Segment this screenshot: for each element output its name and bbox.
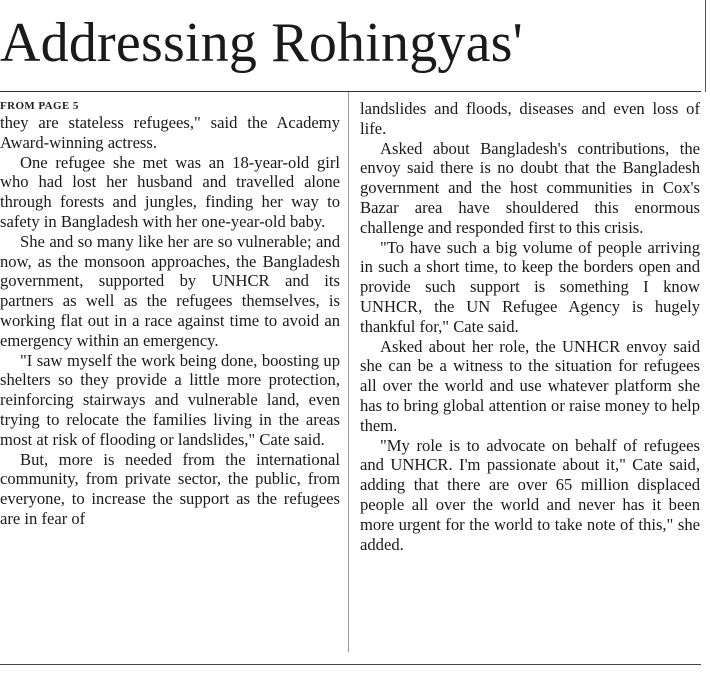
headline-border-right <box>705 0 706 92</box>
paragraph: But, more is needed from the international community, from private sector, the public, from everyone, to increase the support as the refugees are in fear of <box>0 449 340 528</box>
paragraph: "I saw myself the work being done, boosting up shelters so they provide a little more protection, reinforcing stairways and vulnerable land, even trying to relocate the families living in the areas most at risk of flooding or landslides," Cate said. <box>0 350 340 449</box>
paragraph: She and so many like her are so vulnerable; and now, as the monsoon approaches, the Bangladesh government, supported by UNHCR and its partners as well as the refugees themselves, is working flat out in a race against time to avoid an emergency within an emergency. <box>0 231 340 350</box>
paragraph: they are stateless refugees," said the Academy Award-winning actress. <box>0 113 340 152</box>
article-column-left <box>0 99 340 529</box>
paragraph: Asked about Bangladesh's contributions, the envoy said there is no doubt that the Bangladesh government and the host communities in Cox's Bazar area have shouldered this enormous challenge and responded first to this crisis. <box>360 138 700 237</box>
headline: Addressing Rohingyas' <box>0 12 523 74</box>
article-column-right <box>360 99 700 554</box>
paragraph: "My role is to advocate on behalf of refugees and UNHCR. I'm passionate about it," Cate said, adding that there are over 65 million displaced people all over the world and never has it been more urgent for the world to take note of this," she added. <box>360 435 700 554</box>
paragraph: "To have such a big volume of people arriving in such a short time, to keep the borders open and provide such support is something I know UNHCR, the UN Refugee Agency is hugely thankful for," Cate said. <box>360 237 700 336</box>
paragraph: landslides and floods, diseases and even loss of life. <box>360 99 700 138</box>
jump-label: FROM PAGE 5 <box>0 100 79 112</box>
paragraph: Asked about her role, the UNHCR envoy said she can be a witness to the situation for refugees all over the world and use whatever platform she has to bring global attention or raise money to help them. <box>360 336 700 435</box>
paragraph: One refugee she met was an 18-year-old girl who had lost her husband and travelled alone through forests and jungles, finding her way to safety in Bangladesh with her one-year-old baby. <box>0 152 340 231</box>
bottom-rule <box>0 664 701 665</box>
column-divider <box>348 92 349 652</box>
headline-rule <box>0 91 701 92</box>
